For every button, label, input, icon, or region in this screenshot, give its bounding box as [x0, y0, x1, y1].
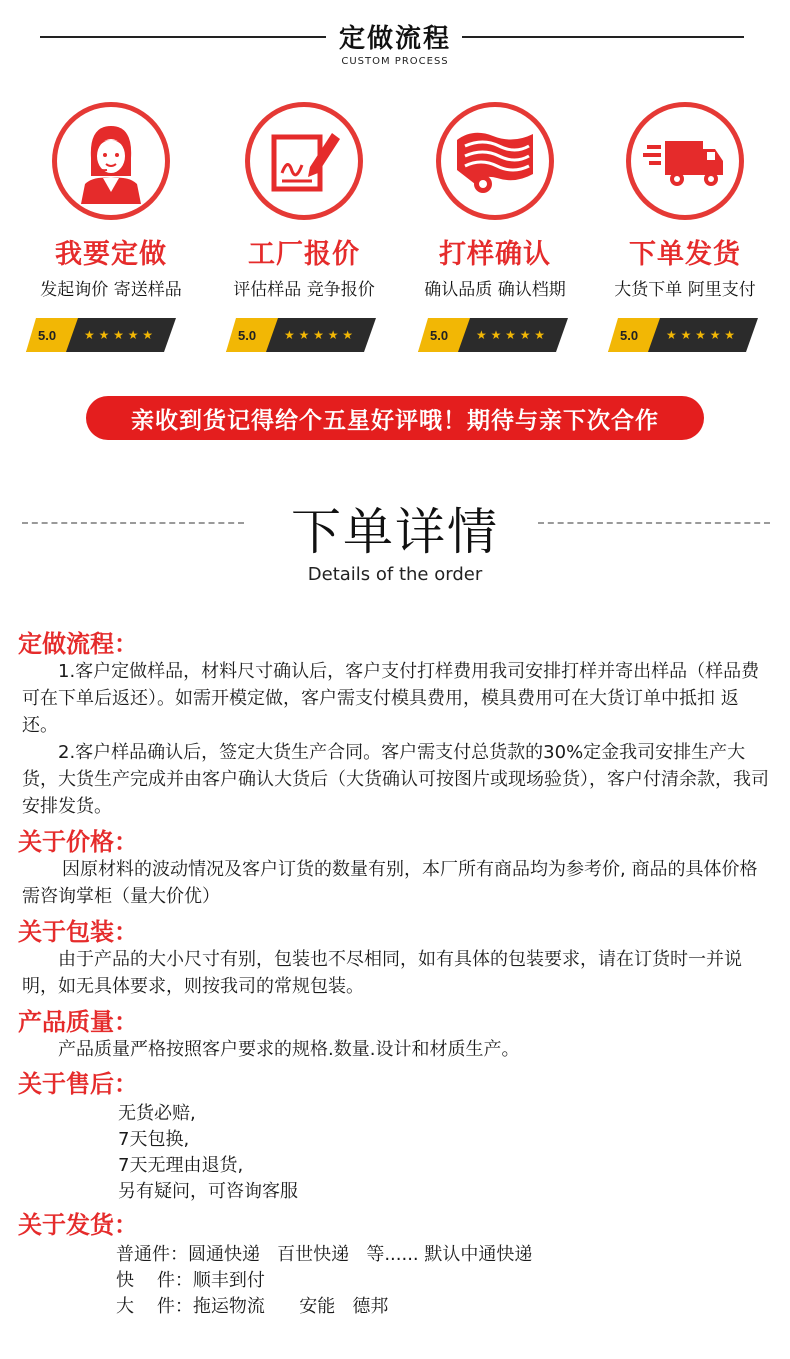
step-icon-ring — [245, 102, 363, 220]
delivery-truck-icon — [643, 131, 727, 191]
step-subtitle: 确认品质 确认档期 — [424, 280, 566, 300]
shipping-line: 快 件：顺丰到付 — [116, 1270, 265, 1291]
rating-score: 5.0 — [238, 328, 257, 343]
rating-score: 5.0 — [620, 328, 639, 343]
details-subtitle: Details of the order — [307, 564, 483, 585]
step-icon-ring — [626, 102, 744, 220]
aftersale-line: 无货必赔, — [118, 1103, 196, 1124]
step-icon-ring — [436, 102, 554, 220]
star-icon: ★ ★ ★ ★ ★ — [84, 328, 154, 342]
step-icon-ring — [52, 102, 170, 220]
step-card-3 — [410, 102, 580, 300]
step-subtitle: 评估样品 竞争报价 — [233, 280, 375, 300]
rating-score: 5.0 — [38, 328, 57, 343]
section-title-shipping: 关于发货： — [18, 1211, 138, 1239]
section-title-price: 关于价格： — [18, 828, 138, 856]
shipping-line: 普通件：圆通快递 百世快递 等...... 默认中通快递 — [116, 1244, 533, 1265]
details-title: 下单详情 — [291, 503, 499, 561]
process-paragraph-1: 1.客户定做样品，材料尺寸确认后，客户支付打样费用我司安排打样并寄出样品（样品费可在下单后返还）。如需开模定做，客户需支付模具费用，模具费用可在大货订单中抵扣 返还。 — [22, 661, 760, 736]
shipping-line: 大 件：拖运物流 安能 德邦 — [116, 1296, 389, 1317]
process-paragraph-2: 2.客户样品确认后，签定大货生产合同。客户需支付总货款的30%定金我司安排生产大货，大货生产完成并由客户确认大货后（大货确认可按图片或现场验货），客户付清余款，我司安排发货。 — [22, 742, 769, 817]
step-title: 下单发货 — [629, 239, 741, 270]
star-icon: ★ ★ ★ ★ ★ — [284, 328, 354, 342]
packaging-paragraph: 由于产品的大小尺寸有别，包装也不尽相同，如有具体的包装要求，请在订货时一并说明，如无具体要求，则按我司的常规包装。 — [22, 949, 742, 997]
step-title: 工厂报价 — [248, 239, 360, 270]
step-subtitle: 发起询价 寄送样品 — [40, 280, 182, 300]
section-title-process: 定做流程： — [18, 630, 138, 658]
review-banner: 亲收到货记得给个五星好评哦！期待与亲下次合作 — [86, 396, 704, 440]
rating-badge-4 — [608, 318, 758, 352]
aftersale-line: 7天无理由退货, — [118, 1155, 244, 1176]
rating-score: 5.0 — [430, 328, 449, 343]
rating-badge-3 — [418, 318, 568, 352]
rating-badge-1 — [26, 318, 176, 352]
star-icon: ★ ★ ★ ★ ★ — [666, 328, 736, 342]
step-card-1 — [26, 102, 196, 300]
aftersale-line: 7天包换, — [118, 1129, 190, 1150]
step-title: 打样确认 — [439, 239, 551, 270]
step-subtitle: 大货下单 阿里支付 — [614, 280, 756, 300]
star-icon: ★ ★ ★ ★ ★ — [476, 328, 546, 342]
step-card-4 — [600, 102, 770, 300]
rating-badge-2 — [226, 318, 376, 352]
aftersale-line: 另有疑问，可咨询客服 — [118, 1181, 298, 1202]
step-card-2 — [219, 102, 389, 300]
step-title: 我要定做 — [55, 239, 167, 270]
header-subtitle: CUSTOM PROCESS — [341, 56, 449, 67]
section-title-aftersale: 关于售后： — [18, 1070, 138, 1098]
header-title: 定做流程 — [338, 24, 451, 54]
quality-paragraph: 产品质量严格按照客户要求的规格.数量.设计和材质生产。 — [58, 1039, 520, 1060]
section-title-quality: 产品质量： — [18, 1008, 138, 1036]
section-title-packaging: 关于包装： — [18, 918, 138, 946]
sign-document-icon — [266, 123, 342, 199]
price-paragraph: 因原材料的波动情况及客户订货的数量有别，本厂所有商品均为参考价, 商品的具体价格需咨询掌柜（量大价优） — [22, 859, 758, 907]
customer-service-icon — [71, 118, 151, 204]
fabric-roll-icon — [453, 126, 537, 196]
